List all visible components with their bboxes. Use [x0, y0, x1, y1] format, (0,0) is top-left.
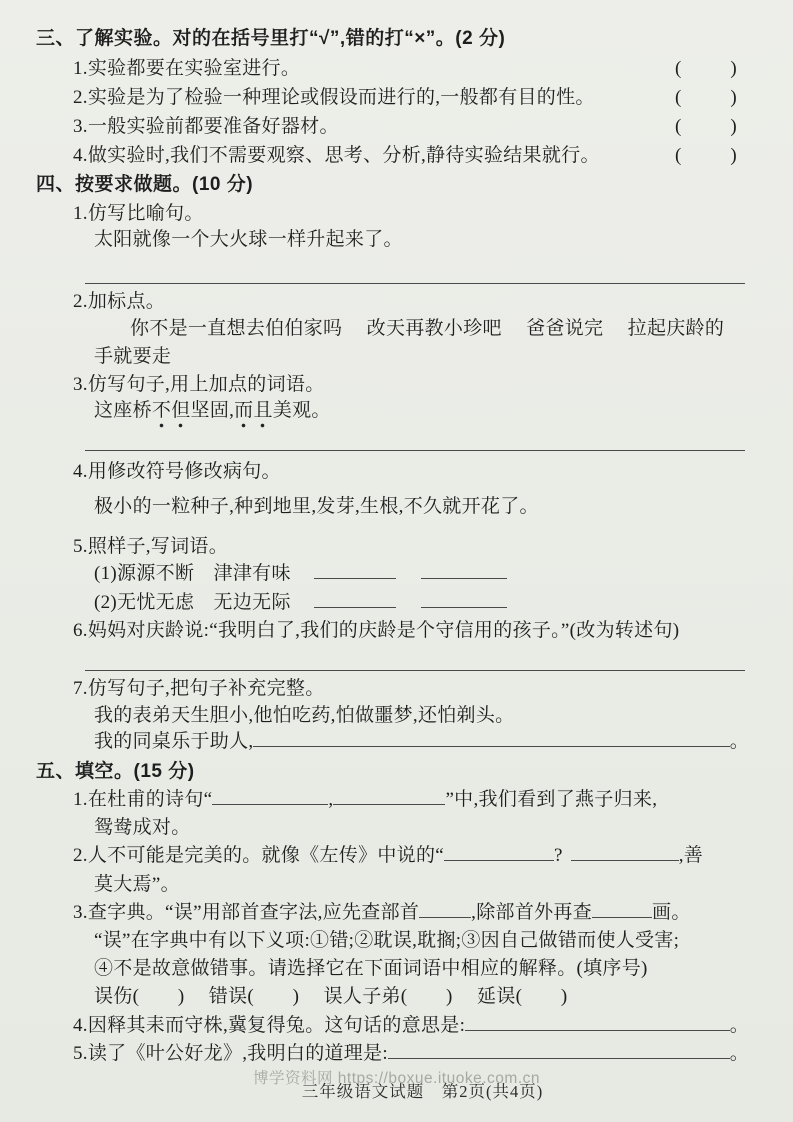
- s4-q7-period: 。: [729, 731, 749, 752]
- bracket-open: (: [675, 116, 682, 137]
- section3-title: 三、了解实验。对的在括号里打“√”,错的打“×”。(2 分): [36, 28, 506, 49]
- s4-q5-row-2-text: (2)无忧无虑 无边无际: [94, 592, 291, 613]
- answer-blank[interactable]: [571, 855, 679, 861]
- s3-item-3: [73, 116, 753, 138]
- s5-q5-period: 。: [729, 1043, 749, 1064]
- s5-q5-line: [73, 1043, 749, 1065]
- s5-q3-post: 画。: [652, 902, 691, 923]
- s4-q6-answer-line[interactable]: [85, 670, 745, 671]
- s5-q4-period: 。: [729, 1015, 749, 1036]
- s5-q1-pre: 1.在杜甫的诗句“: [73, 789, 213, 810]
- s5-q3-mid: ,除部首外再查: [471, 902, 593, 923]
- s4-q3-post: 美观。: [272, 400, 331, 421]
- bracket-close: ): [730, 87, 737, 108]
- s4-q1-title: 1.仿写比喻句。: [73, 203, 204, 224]
- s5-q3-line-2: “误”在字典中有以下义项:①错;②耽误,耽搁;③因自己做错而使人受害;: [94, 930, 680, 951]
- s4-q4-sentence[interactable]: 极小的一粒种子,种到地里,发芽,生根,不久就开花了。: [94, 496, 539, 517]
- s4-q5-row-2: [94, 592, 507, 614]
- answer-blank[interactable]: [212, 799, 328, 805]
- s5-q1-line-2: 鸳鸯成对。: [94, 817, 191, 838]
- s5-q1-line-1: [73, 789, 657, 811]
- section5-title: 五、填空。(15 分): [36, 761, 195, 782]
- s5-q2-pre: 2.人不可能是完美的。就像《左传》中说的“: [73, 845, 444, 866]
- s4-q2-sentence-1[interactable]: 你不是一直想去伯伯家吗 改天再教小珍吧 爸爸说完 拉起庆龄的: [130, 318, 725, 339]
- s5-q4-pre: 4.因释其耒而守株,冀复得兔。这句话的意思是:: [73, 1015, 466, 1036]
- s5-q1-comma: ,: [328, 789, 334, 810]
- s3-item-4-text: 4.做实验时,我们不需要观察、思考、分析,静待实验结果就行。: [73, 145, 600, 166]
- s5-q5-pre: 5.读了《叶公好龙》,我明白的道理是:: [73, 1043, 388, 1064]
- s4-q1-answer-line[interactable]: [85, 283, 745, 284]
- s4-q3-emphasized-word-1: 不但: [152, 400, 191, 428]
- s4-q6-text: 6.妈妈对庆龄说:“我明白了,我们的庆龄是个守信用的孩子。”(改为转述句): [73, 620, 680, 641]
- answer-blank[interactable]: [314, 573, 396, 579]
- s4-q7-example: 我的表弟天生胆小,他怕吃药,怕做噩梦,还怕剃头。: [94, 705, 515, 726]
- s4-q2-title: 2.加标点。: [73, 291, 166, 312]
- s5-q1-post: ”中,我们看到了燕子归来,: [445, 789, 658, 810]
- section4-title: 四、按要求做题。(10 分): [36, 174, 254, 195]
- s5-q2-post: ,善: [678, 845, 704, 866]
- s4-q3-emphasized-word-2: 而且: [234, 400, 273, 428]
- s4-q5-row-1: [94, 563, 507, 585]
- s5-q3-word-answer-line[interactable]: 误伤( ) 错误( ) 误人子弟( ) 延误( ): [94, 986, 568, 1007]
- s4-q3-example: [94, 400, 331, 422]
- s3-item-2: [73, 87, 753, 109]
- answer-blank[interactable]: [419, 912, 471, 918]
- answer-blank[interactable]: [333, 799, 445, 805]
- answer-blank[interactable]: [253, 741, 729, 747]
- s4-q2-sentence-2[interactable]: 手就要走: [94, 346, 172, 367]
- s5-q4-line: [73, 1015, 749, 1037]
- s5-q2-line-1: [73, 845, 703, 867]
- s3-item-4: [73, 145, 753, 167]
- s4-q7-pre: 我的同桌乐于助人,: [94, 731, 254, 752]
- s5-q2-question-mark: ?: [553, 845, 563, 866]
- bracket-open: (: [675, 87, 682, 108]
- s3-item-3-text: 3.一般实验前都要准备好器材。: [73, 116, 339, 137]
- s3-item-1-text: 1.实验都要在实验室进行。: [73, 58, 301, 79]
- s4-q5-row-1-text: (1)源源不断 津津有味: [94, 563, 291, 584]
- answer-blank[interactable]: [388, 1053, 730, 1059]
- s3-item-4-answer-brackets[interactable]: [675, 145, 737, 167]
- bracket-open: (: [675, 145, 682, 166]
- s4-q3-pre: 这座桥: [94, 400, 152, 421]
- answer-blank[interactable]: [421, 573, 507, 579]
- s3-item-3-answer-brackets[interactable]: [675, 116, 737, 138]
- answer-blank[interactable]: [444, 855, 554, 861]
- answer-blank[interactable]: [465, 1025, 730, 1031]
- bracket-close: ): [730, 145, 737, 166]
- answer-blank[interactable]: [421, 602, 507, 608]
- s3-item-1-answer-brackets[interactable]: [675, 58, 737, 80]
- answer-blank[interactable]: [314, 602, 396, 608]
- bracket-close: ): [730, 116, 737, 137]
- s3-item-2-answer-brackets[interactable]: [675, 87, 737, 109]
- watermark-text: 博学资料网 https://boxue.ituoke.com.cn: [253, 1070, 540, 1087]
- s4-q3-title: 3.仿写句子,用上加点的词语。: [73, 374, 325, 395]
- s5-q3-line-3: ④不是故意做错事。请选择它在下面词语中相应的解释。(填序号): [94, 958, 648, 979]
- footer-page-number: 三年级语文试题 第2页(共4页): [301, 1082, 544, 1101]
- s4-q7-completion: [94, 731, 749, 753]
- s5-q2-line-2: 莫大焉”。: [94, 874, 180, 895]
- bracket-open: (: [675, 58, 682, 79]
- s4-q1-example: 太阳就像一个大火球一样升起来了。: [94, 229, 403, 250]
- s5-q3-line-1: [73, 902, 691, 924]
- bracket-close: ): [730, 58, 737, 79]
- s5-q3-pre: 3.查字典。“误”用部首查字法,应先查部首: [73, 902, 420, 923]
- s4-q4-title: 4.用修改符号修改病句。: [73, 461, 281, 482]
- s4-q5-title: 5.照样子,写词语。: [73, 536, 229, 557]
- s4-q7-title: 7.仿写句子,把句子补充完整。: [73, 678, 325, 699]
- s3-item-2-text: 2.实验是为了检验一种理论或假设而进行的,一般都有目的性。: [73, 87, 595, 108]
- s3-item-1: [73, 58, 753, 80]
- s4-q3-mid: 坚固,: [190, 400, 235, 421]
- answer-blank[interactable]: [592, 912, 652, 918]
- s4-q3-answer-line[interactable]: [85, 450, 745, 451]
